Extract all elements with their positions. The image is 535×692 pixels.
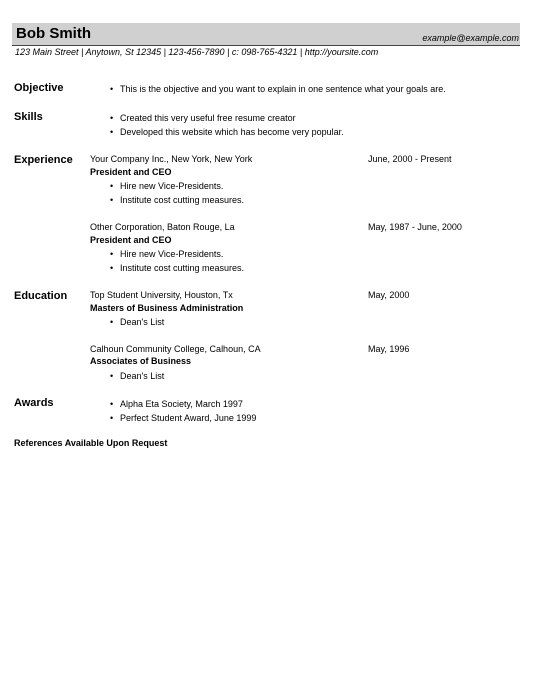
resume-name: Bob Smith (16, 25, 91, 42)
section-title-skills: Skills (14, 111, 43, 123)
list-item: • Hire new Vice-Presidents. (110, 181, 223, 192)
references-note: References Available Upon Request (14, 438, 168, 448)
education-org: Top Student University, Houston, Tx (90, 290, 233, 300)
education-degree: Masters of Business Administration (90, 303, 244, 313)
list-item: • Perfect Student Award, June 1999 (110, 413, 256, 424)
education-date: May, 1996 (368, 344, 410, 354)
experience-org: Your Company Inc., New York, New York (90, 154, 253, 164)
education-degree: Associates of Business (90, 356, 192, 366)
list-item: • Dean's List (110, 371, 164, 382)
section-title-awards: Awards (14, 397, 54, 409)
list-item: • Dean's List (110, 317, 164, 328)
experience-role: President and CEO (90, 167, 172, 177)
education-org: Calhoun Community College, Calhoun, CA (90, 344, 261, 354)
resume-email: example@example.com (422, 33, 519, 43)
section-title-experience: Experience (14, 154, 73, 166)
experience-date: June, 2000 - Present (368, 154, 452, 164)
list-item: • Institute cost cutting measures. (110, 263, 244, 274)
list-item: • Hire new Vice-Presidents. (110, 249, 223, 260)
contact-line: 123 Main Street | Anytown, St 12345 | 123-456-7890 | c: 098-765-4321 | http://yoursite.com (15, 47, 379, 57)
resume-header (12, 23, 520, 46)
education-date: May, 2000 (368, 290, 410, 300)
list-item: • Institute cost cutting measures. (110, 195, 244, 206)
section-title-education: Education (14, 290, 68, 302)
list-item: • This is the objective and you want to explain in one sentence what your goals are. (110, 84, 446, 95)
experience-role: President and CEO (90, 235, 172, 245)
list-item: • Developed this website which has become very popular. (110, 127, 344, 138)
experience-org: Other Corporation, Baton Rouge, La (90, 222, 235, 232)
list-item: • Created this very useful free resume creator (110, 113, 296, 124)
list-item: • Alpha Eta Society, March 1997 (110, 399, 243, 410)
section-title-objective: Objective (14, 82, 64, 94)
experience-date: May, 1987 - June, 2000 (368, 222, 462, 232)
